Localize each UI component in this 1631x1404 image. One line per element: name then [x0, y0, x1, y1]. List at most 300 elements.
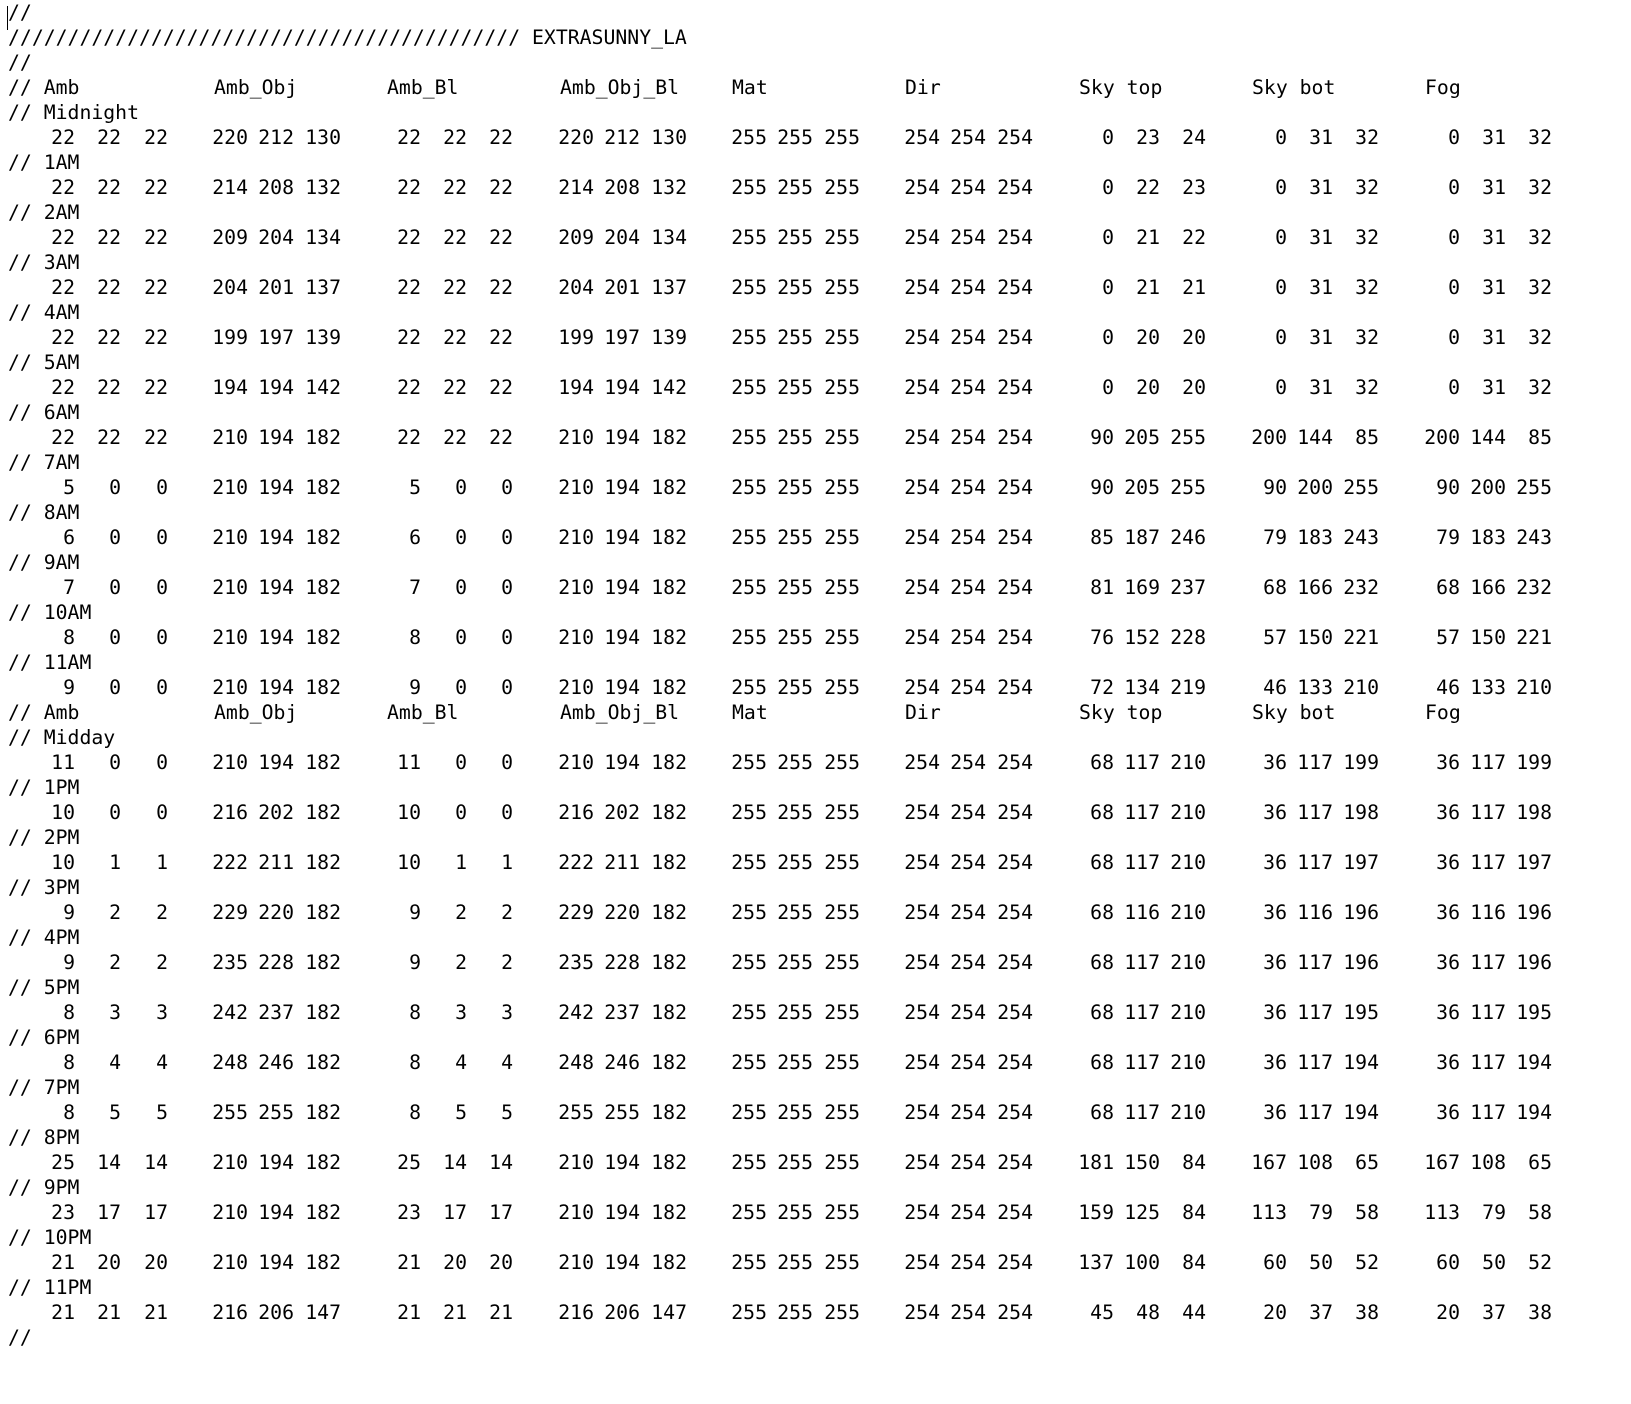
value-cell: 255 [731, 226, 767, 249]
value-cell: 255 [731, 1001, 767, 1024]
value-cell: 214 [558, 176, 594, 199]
time-label: // 8AM [8, 501, 80, 524]
value-cell: 22 [397, 276, 421, 299]
column-header: Amb_Obj [214, 76, 298, 99]
value-cell: 237 [604, 1001, 640, 1024]
value-cell: 20 [1136, 326, 1160, 349]
value-cell: 22 [144, 326, 168, 349]
value-cell: 255 [777, 1051, 813, 1074]
value-cell: 210 [1170, 901, 1206, 924]
value-cell: 22 [443, 176, 467, 199]
value-cell: 255 [824, 1001, 860, 1024]
value-cell: 31 [1309, 176, 1333, 199]
value-cell: 255 [731, 1101, 767, 1124]
value-cell: 0 [1275, 226, 1287, 249]
value-cell: 255 [824, 1251, 860, 1274]
value-cell: 182 [651, 576, 687, 599]
value-cell: 201 [604, 276, 640, 299]
value-cell: 7 [63, 576, 75, 599]
value-cell: 20 [1182, 376, 1206, 399]
time-label-line [0, 400, 1631, 426]
value-cell: 23 [51, 1201, 75, 1224]
value-cell: 117 [1124, 851, 1160, 874]
column-header: Mat [732, 701, 768, 724]
value-cell: 36 [1436, 1101, 1460, 1124]
value-cell: 254 [950, 326, 986, 349]
value-cell: 194 [258, 1251, 294, 1274]
column-header: // Amb [8, 701, 80, 724]
value-cell: 182 [651, 1151, 687, 1174]
value-cell: 235 [212, 951, 248, 974]
values-line [0, 125, 1631, 151]
value-cell: 254 [997, 1101, 1033, 1124]
value-cell: 255 [731, 176, 767, 199]
value-cell: 255 [731, 751, 767, 774]
value-cell: 90 [1263, 476, 1287, 499]
time-label: // 5AM [8, 351, 80, 374]
value-cell: 182 [305, 751, 341, 774]
value-cell: 254 [997, 951, 1033, 974]
value-cell: 216 [558, 1301, 594, 1324]
value-cell: 182 [651, 951, 687, 974]
time-label: // 2AM [8, 201, 80, 224]
value-cell: 0 [156, 576, 168, 599]
value-cell: 144 [1297, 426, 1333, 449]
value-cell: 22 [489, 376, 513, 399]
value-cell: 254 [950, 276, 986, 299]
value-cell: 194 [212, 376, 248, 399]
value-cell: 31 [1482, 176, 1506, 199]
value-cell: 79 [1436, 526, 1460, 549]
value-cell: 76 [1090, 626, 1114, 649]
value-cell: 134 [1124, 676, 1160, 699]
value-cell: 255 [824, 751, 860, 774]
value-cell: 108 [1297, 1151, 1333, 1174]
value-cell: 254 [904, 426, 940, 449]
value-cell: 22 [489, 426, 513, 449]
value-cell: 254 [997, 1151, 1033, 1174]
value-cell: 209 [212, 226, 248, 249]
value-cell: 255 [824, 851, 860, 874]
value-cell: 116 [1124, 901, 1160, 924]
value-cell: 254 [904, 801, 940, 824]
column-header: Amb_Bl [387, 76, 459, 99]
value-cell: 17 [97, 1201, 121, 1224]
value-cell: 255 [824, 951, 860, 974]
value-cell: 197 [1343, 851, 1379, 874]
value-cell: 255 [731, 901, 767, 924]
value-cell: 212 [604, 126, 640, 149]
value-cell: 254 [904, 951, 940, 974]
value-cell: 194 [258, 426, 294, 449]
value-cell: 206 [258, 1301, 294, 1324]
value-cell: 22 [489, 126, 513, 149]
value-cell: 0 [1102, 326, 1114, 349]
time-label-line [0, 825, 1631, 851]
value-cell: 142 [305, 376, 341, 399]
value-cell: 144 [1470, 426, 1506, 449]
value-cell: 84 [1182, 1251, 1206, 1274]
value-cell: 113 [1424, 1201, 1460, 1224]
value-cell: 255 [777, 526, 813, 549]
value-cell: 117 [1470, 851, 1506, 874]
value-cell: 194 [1516, 1051, 1552, 1074]
value-cell: 36 [1263, 1001, 1287, 1024]
value-cell: 208 [258, 176, 294, 199]
value-cell: 147 [305, 1301, 341, 1324]
values-line [0, 1150, 1631, 1176]
value-cell: 210 [1170, 751, 1206, 774]
value-cell: 210 [212, 1251, 248, 1274]
value-cell: 255 [824, 526, 860, 549]
value-cell: 254 [904, 126, 940, 149]
value-cell: 210 [1170, 1051, 1206, 1074]
column-header: Mat [732, 76, 768, 99]
value-cell: 0 [1448, 126, 1460, 149]
value-cell: 210 [558, 576, 594, 599]
value-cell: 32 [1528, 126, 1552, 149]
value-cell: 254 [950, 1251, 986, 1274]
value-cell: 255 [731, 851, 767, 874]
value-cell: 237 [258, 1001, 294, 1024]
value-cell: 116 [1297, 901, 1333, 924]
time-label: // 4PM [8, 926, 80, 949]
value-cell: 255 [731, 1301, 767, 1324]
value-cell: 45 [1090, 1301, 1114, 1324]
time-label-line [0, 1125, 1631, 1151]
value-cell: 22 [51, 376, 75, 399]
value-cell: 242 [558, 1001, 594, 1024]
time-label-line [0, 200, 1631, 226]
value-cell: 182 [651, 426, 687, 449]
value-cell: 22 [397, 426, 421, 449]
value-cell: 2 [501, 951, 513, 974]
value-cell: 84 [1182, 1151, 1206, 1174]
value-cell: 150 [1297, 626, 1333, 649]
value-cell: 150 [1124, 1151, 1160, 1174]
value-cell: 22 [51, 276, 75, 299]
value-cell: 117 [1124, 1051, 1160, 1074]
value-cell: 199 [1516, 751, 1552, 774]
value-cell: 79 [1263, 526, 1287, 549]
value-cell: 254 [904, 851, 940, 874]
value-cell: 22 [144, 126, 168, 149]
value-cell: 0 [1275, 326, 1287, 349]
comment-text: // [8, 51, 32, 74]
column-header-line [0, 75, 1631, 101]
value-cell: 182 [651, 901, 687, 924]
value-cell: 20 [144, 1251, 168, 1274]
value-cell: 1 [156, 851, 168, 874]
value-cell: 68 [1090, 1101, 1114, 1124]
value-cell: 248 [558, 1051, 594, 1074]
value-cell: 22 [443, 276, 467, 299]
value-cell: 200 [1297, 476, 1333, 499]
value-cell: 254 [997, 751, 1033, 774]
value-cell: 182 [651, 476, 687, 499]
value-cell: 68 [1263, 576, 1287, 599]
value-cell: 68 [1090, 1051, 1114, 1074]
value-cell: 254 [950, 1201, 986, 1224]
value-cell: 21 [397, 1301, 421, 1324]
value-cell: 255 [777, 1251, 813, 1274]
value-cell: 31 [1309, 226, 1333, 249]
value-cell: 210 [1170, 1101, 1206, 1124]
time-label-line [0, 775, 1631, 801]
value-cell: 68 [1090, 951, 1114, 974]
value-cell: 194 [1343, 1051, 1379, 1074]
value-cell: 206 [604, 1301, 640, 1324]
value-cell: 23 [397, 1201, 421, 1224]
value-cell: 90 [1436, 476, 1460, 499]
value-cell: 0 [1102, 176, 1114, 199]
value-cell: 254 [950, 851, 986, 874]
value-cell: 255 [824, 376, 860, 399]
values-line [0, 375, 1631, 401]
value-cell: 254 [904, 1251, 940, 1274]
values-line [0, 325, 1631, 351]
value-cell: 22 [97, 276, 121, 299]
time-label: // Midday [8, 726, 116, 749]
value-cell: 182 [305, 576, 341, 599]
value-cell: 255 [824, 326, 860, 349]
value-cell: 3 [109, 1001, 121, 1024]
value-cell: 5 [109, 1101, 121, 1124]
value-cell: 209 [558, 226, 594, 249]
value-cell: 25 [397, 1151, 421, 1174]
value-cell: 210 [212, 676, 248, 699]
value-cell: 22 [443, 376, 467, 399]
value-cell: 46 [1263, 676, 1287, 699]
value-cell: 254 [904, 1001, 940, 1024]
value-cell: 117 [1470, 951, 1506, 974]
value-cell: 14 [443, 1151, 467, 1174]
value-cell: 0 [1275, 276, 1287, 299]
time-label-line [0, 150, 1631, 176]
time-label-line [0, 550, 1631, 576]
time-label-line [0, 500, 1631, 526]
value-cell: 139 [305, 326, 341, 349]
value-cell: 8 [63, 1001, 75, 1024]
value-cell: 21 [443, 1301, 467, 1324]
values-line [0, 1300, 1631, 1326]
value-cell: 255 [731, 1151, 767, 1174]
values-line [0, 800, 1631, 826]
value-cell: 0 [1102, 276, 1114, 299]
value-cell: 32 [1528, 326, 1552, 349]
value-cell: 254 [997, 476, 1033, 499]
value-cell: 21 [1182, 276, 1206, 299]
value-cell: 182 [651, 1001, 687, 1024]
value-cell: 100 [1124, 1251, 1160, 1274]
value-cell: 0 [1102, 126, 1114, 149]
value-cell: 36 [1436, 751, 1460, 774]
value-cell: 31 [1309, 326, 1333, 349]
value-cell: 68 [1090, 801, 1114, 824]
value-cell: 22 [144, 176, 168, 199]
value-cell: 255 [824, 1301, 860, 1324]
value-cell: 22 [51, 176, 75, 199]
value-cell: 255 [1170, 476, 1206, 499]
value-cell: 36 [1263, 851, 1287, 874]
value-cell: 255 [558, 1101, 594, 1124]
value-cell: 246 [1170, 526, 1206, 549]
value-cell: 255 [731, 626, 767, 649]
value-cell: 222 [558, 851, 594, 874]
value-cell: 22 [489, 176, 513, 199]
time-label-line [0, 875, 1631, 901]
value-cell: 1 [455, 851, 467, 874]
values-line [0, 225, 1631, 251]
value-cell: 84 [1182, 1201, 1206, 1224]
value-cell: 52 [1528, 1251, 1552, 1274]
value-cell: 255 [824, 676, 860, 699]
value-cell: 254 [950, 1151, 986, 1174]
value-cell: 254 [904, 751, 940, 774]
value-cell: 210 [1170, 951, 1206, 974]
value-cell: 194 [1516, 1101, 1552, 1124]
comment-line [0, 1325, 1631, 1351]
value-cell: 125 [1124, 1201, 1160, 1224]
value-cell: 194 [604, 676, 640, 699]
value-cell: 255 [777, 951, 813, 974]
value-cell: 22 [443, 426, 467, 449]
value-cell: 0 [1448, 376, 1460, 399]
value-cell: 11 [397, 751, 421, 774]
value-cell: 32 [1355, 326, 1379, 349]
value-cell: 255 [731, 1201, 767, 1224]
value-cell: 255 [1343, 476, 1379, 499]
value-cell: 246 [258, 1051, 294, 1074]
value-cell: 254 [997, 1001, 1033, 1024]
value-cell: 255 [1170, 426, 1206, 449]
value-cell: 187 [1124, 526, 1160, 549]
value-cell: 46 [1436, 676, 1460, 699]
value-cell: 221 [1343, 626, 1379, 649]
value-cell: 255 [604, 1101, 640, 1124]
value-cell: 20 [1436, 1301, 1460, 1324]
value-cell: 254 [950, 1301, 986, 1324]
value-cell: 36 [1436, 1001, 1460, 1024]
value-cell: 235 [558, 951, 594, 974]
value-cell: 22 [51, 226, 75, 249]
value-cell: 0 [501, 476, 513, 499]
value-cell: 196 [1343, 951, 1379, 974]
value-cell: 22 [1182, 226, 1206, 249]
value-cell: 254 [950, 1051, 986, 1074]
time-label: // 11PM [8, 1276, 92, 1299]
value-cell: 37 [1309, 1301, 1333, 1324]
value-cell: 20 [97, 1251, 121, 1274]
comment-line [0, 0, 1631, 26]
value-cell: 4 [455, 1051, 467, 1074]
value-cell: 22 [51, 126, 75, 149]
value-cell: 22 [51, 326, 75, 349]
value-cell: 22 [397, 376, 421, 399]
value-cell: 150 [1470, 626, 1506, 649]
value-cell: 210 [1170, 801, 1206, 824]
value-cell: 117 [1470, 1101, 1506, 1124]
value-cell: 196 [1516, 951, 1552, 974]
value-cell: 9 [409, 901, 421, 924]
value-cell: 31 [1482, 226, 1506, 249]
value-cell: 0 [109, 751, 121, 774]
value-cell: 0 [1448, 176, 1460, 199]
value-cell: 133 [1297, 676, 1333, 699]
value-cell: 68 [1090, 1001, 1114, 1024]
value-cell: 68 [1090, 901, 1114, 924]
value-cell: 255 [824, 1201, 860, 1224]
comment-text: // [8, 1, 32, 24]
value-cell: 17 [443, 1201, 467, 1224]
value-cell: 8 [63, 1101, 75, 1124]
value-cell: 117 [1297, 1001, 1333, 1024]
value-cell: 57 [1436, 626, 1460, 649]
value-cell: 255 [777, 626, 813, 649]
time-label: // 10AM [8, 601, 92, 624]
value-cell: 117 [1470, 801, 1506, 824]
value-cell: 22 [97, 226, 121, 249]
value-cell: 254 [950, 951, 986, 974]
value-cell: 210 [558, 1151, 594, 1174]
value-cell: 20 [1263, 1301, 1287, 1324]
value-cell: 243 [1516, 526, 1552, 549]
value-cell: 254 [904, 576, 940, 599]
value-cell: 255 [731, 126, 767, 149]
value-cell: 254 [950, 1101, 986, 1124]
value-cell: 32 [1528, 276, 1552, 299]
value-cell: 108 [1470, 1151, 1506, 1174]
value-cell: 0 [455, 476, 467, 499]
value-cell: 254 [950, 426, 986, 449]
time-label-line [0, 975, 1631, 1001]
value-cell: 0 [156, 526, 168, 549]
value-cell: 222 [212, 851, 248, 874]
value-cell: 117 [1124, 1001, 1160, 1024]
value-cell: 0 [501, 526, 513, 549]
value-cell: 0 [1448, 326, 1460, 349]
value-cell: 254 [997, 276, 1033, 299]
values-line [0, 575, 1631, 601]
values-line [0, 850, 1631, 876]
value-cell: 8 [409, 1051, 421, 1074]
value-cell: 0 [156, 676, 168, 699]
column-header: Sky bot [1252, 701, 1336, 724]
value-cell: 204 [258, 226, 294, 249]
value-cell: 197 [604, 326, 640, 349]
value-cell: 117 [1297, 951, 1333, 974]
value-cell: 182 [305, 1101, 341, 1124]
value-cell: 36 [1263, 951, 1287, 974]
value-cell: 0 [1275, 376, 1287, 399]
value-cell: 0 [1448, 226, 1460, 249]
value-cell: 81 [1090, 576, 1114, 599]
time-label: // 7AM [8, 451, 80, 474]
value-cell: 117 [1297, 801, 1333, 824]
value-cell: 216 [558, 801, 594, 824]
value-cell: 254 [950, 801, 986, 824]
value-cell: 196 [1516, 901, 1552, 924]
value-cell: 255 [731, 376, 767, 399]
value-cell: 31 [1482, 326, 1506, 349]
value-cell: 194 [558, 376, 594, 399]
value-cell: 195 [1343, 1001, 1379, 1024]
value-cell: 255 [258, 1101, 294, 1124]
value-cell: 194 [258, 376, 294, 399]
value-cell: 152 [1124, 626, 1160, 649]
value-cell: 137 [651, 276, 687, 299]
value-cell: 60 [1263, 1251, 1287, 1274]
